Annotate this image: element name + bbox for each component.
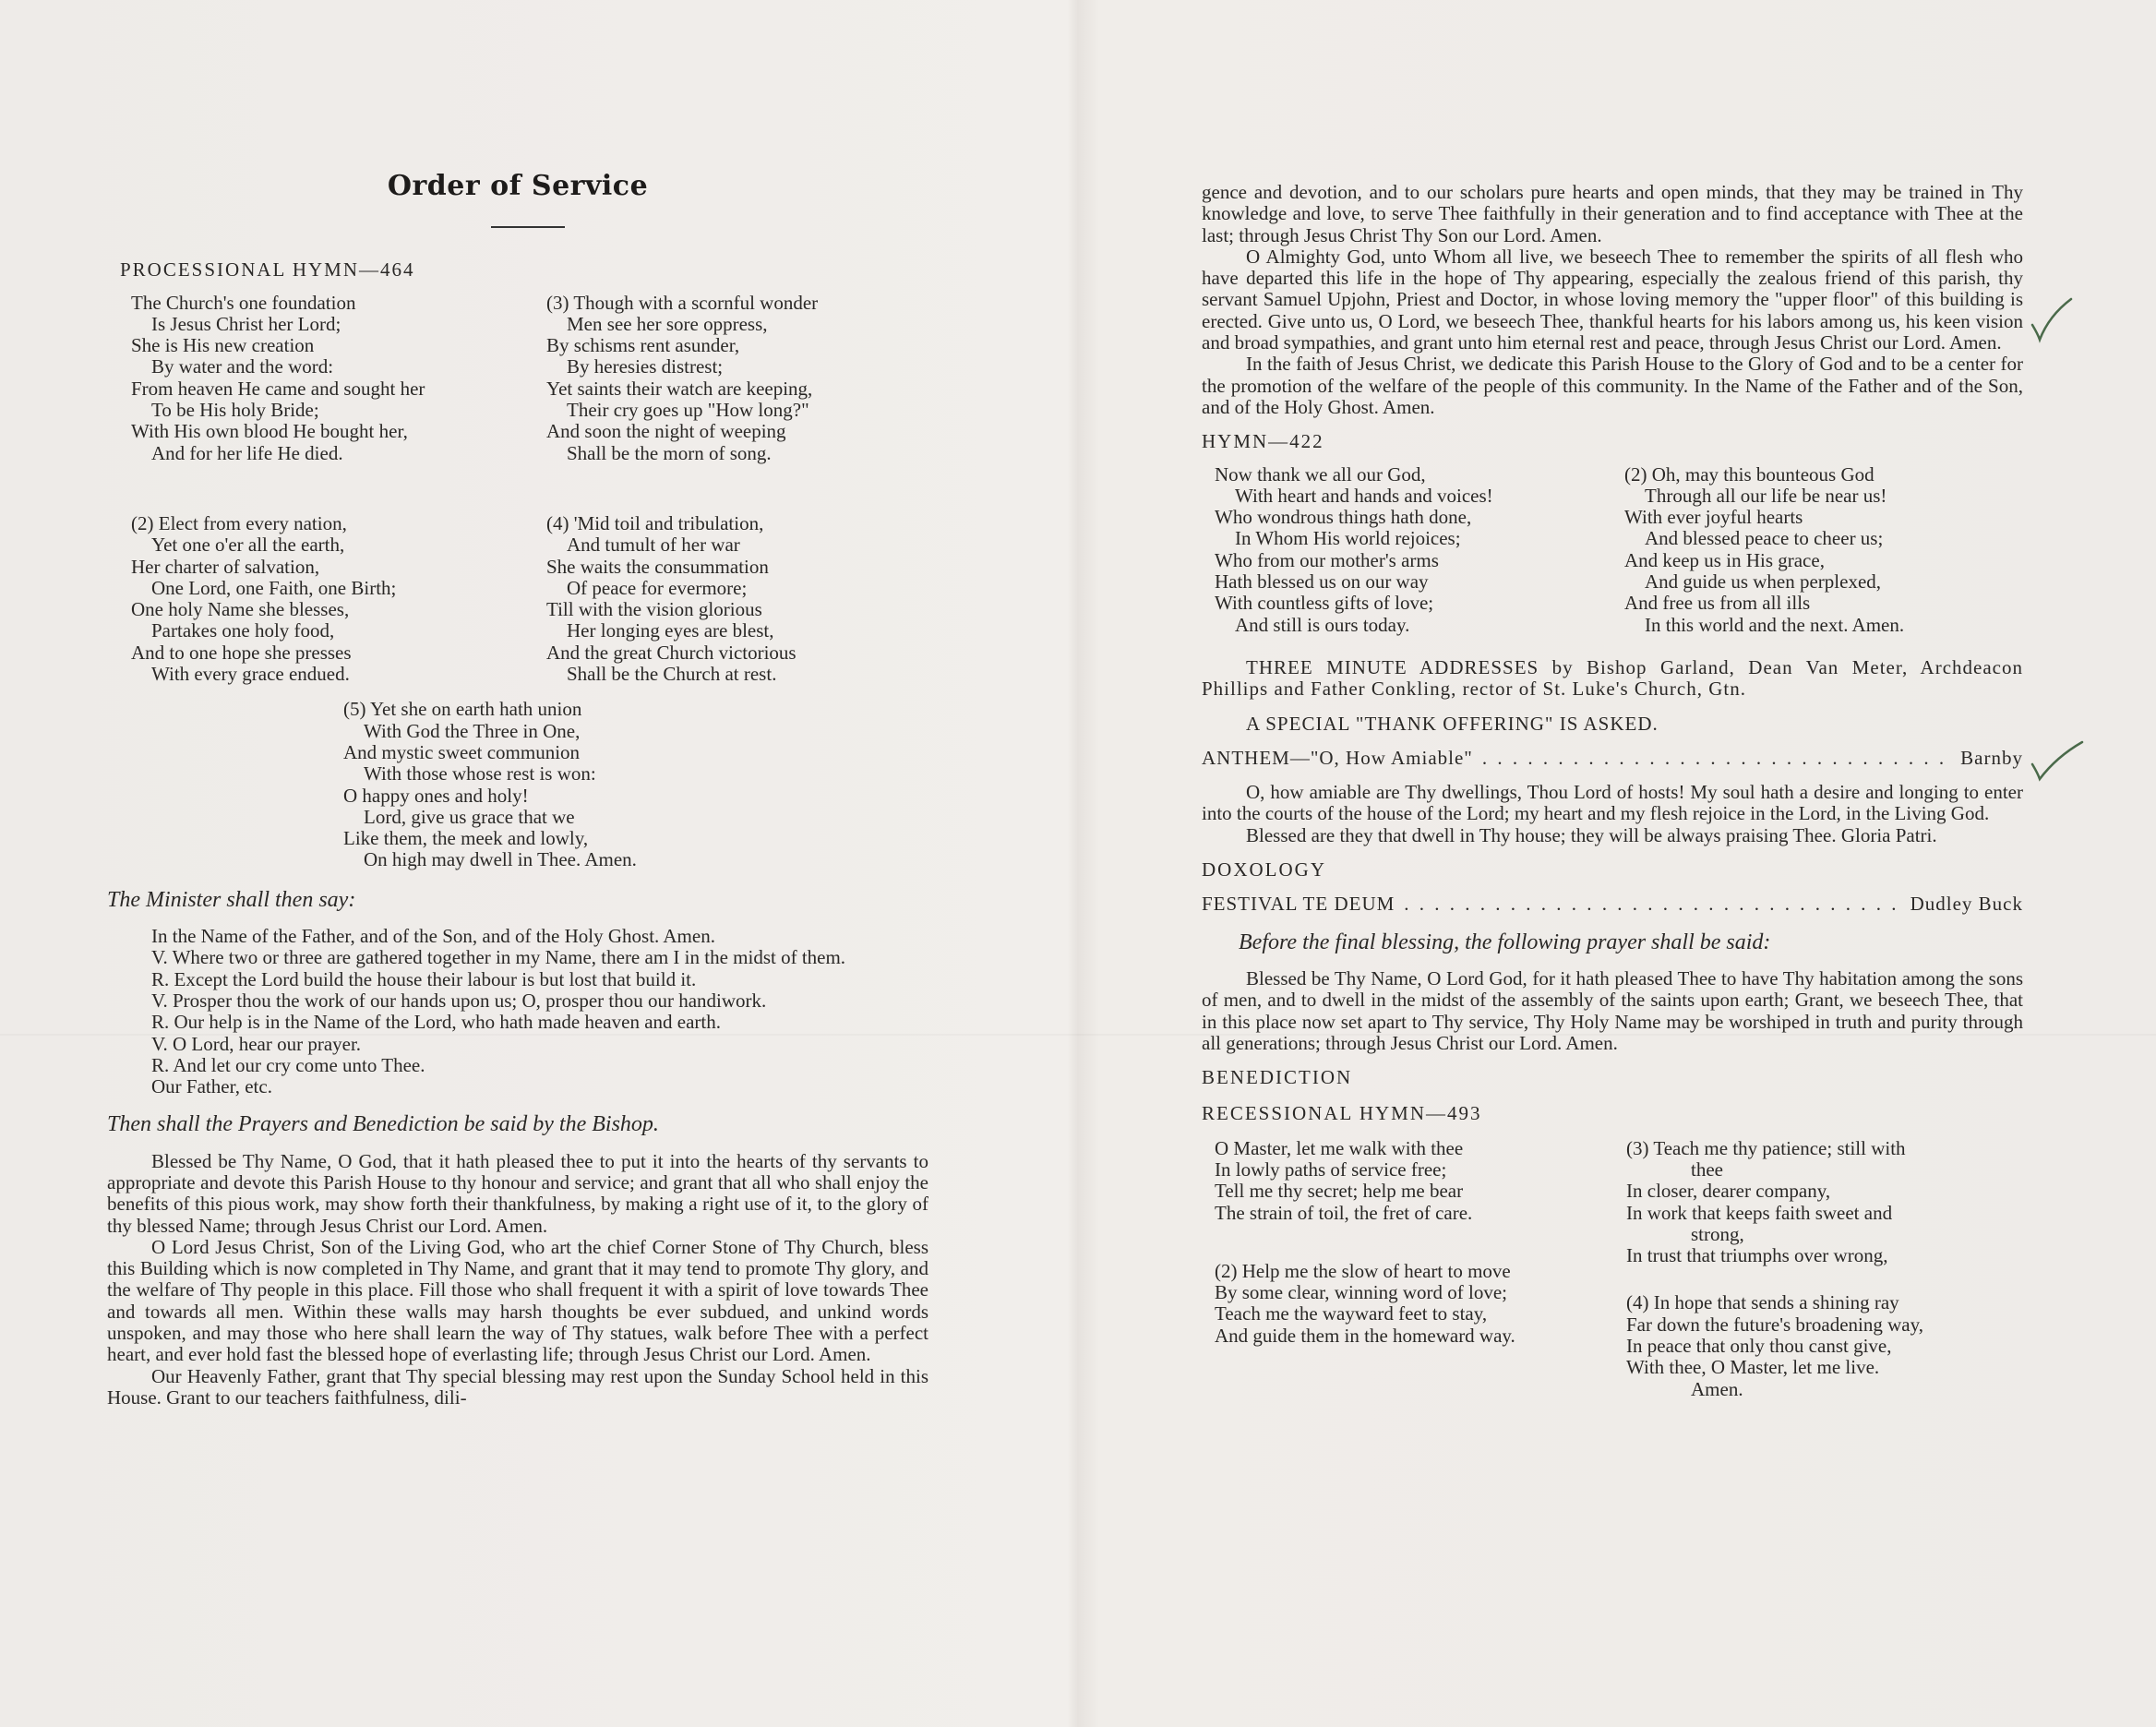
hymn-stanza: O Master, let me walk with thee In lowly paths of service free; Tell me thy secret; help me bear The strain of toil, the fret of care.: [1215, 1136, 1473, 1224]
final-rubric: Before the final blessing, the following prayer shall be said:: [1239, 929, 1771, 954]
versicle-line: In the Name of the Father, and of the Son, and of the Holy Ghost. Amen.: [151, 925, 715, 948]
right-column: [1202, 182, 2023, 1421]
right-page: [1078, 0, 2156, 1727]
versicle-line: R. And let our cry come unto Thee.: [151, 1053, 425, 1076]
anthem-composer: Barnby: [1960, 746, 2023, 769]
versicle-line: V. Where two or three are gathered together in my Name, there am I in the midst of them.: [151, 946, 846, 969]
minister-rubric: The Minister shall then say:: [107, 887, 356, 912]
checkmark-icon: [2029, 737, 2086, 783]
anthem-text: Blessed are they that dwell in Thy house; they will be always praising Thee. Gloria Patri.: [1246, 823, 1937, 846]
hymn-stanza: (4) 'Mid toil and tribulation, And tumult of her war She waits the consummation Of peace for evermore; Till with the vision glorious Her longing eyes are blest, And the great Church victorious Shall be the Church at rest.: [546, 511, 797, 686]
hymn-422: [1215, 464, 2023, 657]
processional-hymn: [131, 293, 928, 707]
leader-dots: [1404, 893, 1900, 915]
final-prayer: Blessed be Thy Name, O Lord God, for it hath pleased Thee to have Thy habitation among the sons of men, and to dwell in the midst of the assembly of the saints upon earth; Grant, we beseech Thee, that in this place now set apart to Thy service, Thy Holy Name may be worshiped in truth and purity through all generations; through Jesus Christ our Lord. Amen.: [1202, 966, 2023, 1054]
hymn-stanza: The Church's one foundation Is Jesus Christ her Lord; She is His new creation By water and the word: From heaven He came and sought her To be His holy Bride; With His own blood He bought her, And for her life He died.: [131, 291, 425, 464]
title-rule: [491, 226, 565, 228]
versicle-line: R. Our help is in the Name of the Lord, who hath made heaven and earth.: [151, 1011, 721, 1034]
prayer-paragraph: O Lord Jesus Christ, Son of the Living God, who art the chief Corner Stone of Thy Church, bless this Building which is now completed in Thy Name, and grant that it may tend to promote Thy glory, and the welfare of Thy people in this place. Fill those who shall frequent it with a spirit of love towards Thee and towards all men. Within these walls may harsh thoughts be ever subdued, and unkind words unspoken, and may those who here shall learn the way of Thy statues, walk before Thee with a perfect heart, and ever hold fast the blessed hope of everlasting life; through Jesus Christ our Lord. Amen.: [107, 1235, 928, 1366]
prayer-paragraph: O Almighty God, unto Whom all live, we beseech Thee to remember the spirits of all flesh who have departed this life in the hope of Thy appearing, especially the zealous friend of this parish, thy servant Samuel Upjohn, Priest and Doctor, in whose loving memory the "upper floor" of this building is erected. Give unto us, O Lord, we beseech Thee, thankful hearts for his labors among us, his keen vision and broad sympathies, and grant unto him eternal rest and peace, through Jesus Christ our Lord. Amen.: [1202, 245, 2023, 354]
hymn-stanza: (2) Elect from every nation, Yet one o'er all the earth, Her charter of salvation, One Lord, one Faith, one Birth; One holy Name she blesses, Partakes one holy food, And to one hope she presses With every grace endued.: [131, 511, 397, 686]
recessional-left: [1215, 1138, 1626, 1421]
processional-heading: PROCESSIONAL HYMN—464: [120, 258, 415, 282]
prayer-paragraph: Blessed be Thy Name, O God, that it hath pleased thee to put it into the hearts of thy servants to appropriate and devote this Parish House to thy honour and service; and grant that all who shall enjoy the benefits of this pious work, may show forth their thankfulness, by making a right use of it, to the glory of thy blessed Name; through Jesus Christ our Lord. Amen.: [107, 1149, 928, 1237]
anthem-line: [1202, 748, 2023, 769]
versicle-line: V. Prosper thou the work of our hands upon us; O, prosper thou our handiwork.: [151, 989, 767, 1012]
recessional-heading: RECESSIONAL HYMN—493: [1202, 1102, 1482, 1125]
addresses-line: THREE MINUTE ADDRESSES by Bishop Garland, Dean Van Meter, Archdeacon Phillips and Father Conkling, rector of St. Luke's Church, Gtn.: [1202, 655, 2023, 701]
hymn-stanza: (4) In hope that sends a shining ray Far down the future's broadening way, In peace that only thou canst give, With thee, O Master, let me live. Amen.: [1626, 1291, 1924, 1400]
left-column: [107, 170, 928, 1409]
versicles: [107, 926, 928, 1097]
anthem-text: O, how amiable are Thy dwellings, Thou Lord of hosts! My soul hath a desire and longing to enter into the courts of the house of the Lord; my heart and my flesh rejoice in the Lord, in the Living God.: [1202, 781, 2023, 825]
benediction-heading: BENEDICTION: [1202, 1066, 1353, 1089]
prayers-rubric: Then shall the Prayers and Benediction be said by the Bishop.: [107, 1112, 659, 1137]
te-deum-label: FESTIVAL TE DEUM: [1202, 893, 1395, 916]
versicle-line: R. Except the Lord build the house their labour is but lost that build it.: [151, 967, 697, 990]
anthem-label: ANTHEM—"O, How Amiable": [1202, 746, 1473, 769]
doxology-heading: DOXOLOGY: [1202, 858, 1326, 881]
te-deum-line: [1202, 893, 2023, 915]
hymn-stanza: Now thank we all our God, With heart and hands and voices! Who wondrous things hath done, In Whom His world rejoices; Who from our mother's arms Hath blessed us on our way With countless gifts of love; And still is ours today.: [1215, 462, 1493, 636]
offering-line: A SPECIAL "THANK OFFERING" IS ASKED.: [1246, 712, 1659, 735]
checkmark-icon: [2029, 297, 2075, 343]
hymn-stanza: (3) Though with a scornful wonder Men see her sore oppress, By schisms rent asunder, By heresies distrest; Yet saints their watch are keeping, Their cry goes up "How long?" And soon the night of weeping Shall be the morn of song.: [546, 291, 819, 464]
hymn-stanza: (3) Teach me thy patience; still with thee In closer, dearer company, In work that keeps faith sweet and strong, In trust that triumphs over wrong,: [1626, 1136, 1906, 1267]
prayer-paragraph: Our Heavenly Father, grant that Thy special blessing may rest upon the Sunday School held in this House. Grant to our teachers faithfulness, dili-: [107, 1364, 928, 1409]
versicle-line: V. O Lord, hear our prayer.: [151, 1032, 362, 1055]
hymn-stanza: (2) Oh, may this bounteous God Through all our life be near us! With ever joyful hearts And blessed peace to cheer us; And keep us in His grace, And guide us when perplexed, And free us from all ills In this world and the next. Amen.: [1624, 462, 1905, 636]
prayer-paragraph: In the faith of Jesus Christ, we dedicate this Parish House to the Glory of God and to be a center for the promotion of the welfare of the people of this community. In the Name of the Father and of the Son, and of the Holy Ghost. Amen.: [1202, 353, 2023, 418]
leader-dots: [1482, 748, 1951, 769]
prayer-paragraph: gence and devotion, and to our scholars pure hearts and open minds, that they may be trained in Thy knowledge and love, to serve Thee faithfully in their generation and to find acceptance with Thee at the last; through Jesus Christ Thy Son our Lord. Amen.: [1202, 181, 2023, 246]
hymn-stanza: (2) Help me the slow of heart to move By some clear, winning word of love; Teach me the wayward feet to stay, And guide them in the homeward way.: [1215, 1259, 1515, 1347]
versicle-line: Our Father, etc.: [151, 1075, 272, 1098]
te-deum-composer: Dudley Buck: [1910, 893, 2023, 916]
page-title: Order of Service: [387, 170, 649, 202]
hymn422-heading: HYMN—422: [1202, 430, 1324, 453]
recessional-hymn: [1215, 1138, 2023, 1421]
hymn-stanza-5: (5) Yet she on earth hath union With God the Three in One, And mystic sweet communion With those whose rest is won: O happy ones and holy! Lord, give us grace that we Like them, the meek and lowly, On high may dwell in Thee. Amen.: [343, 698, 637, 871]
recessional-right: [1626, 1138, 2036, 1421]
